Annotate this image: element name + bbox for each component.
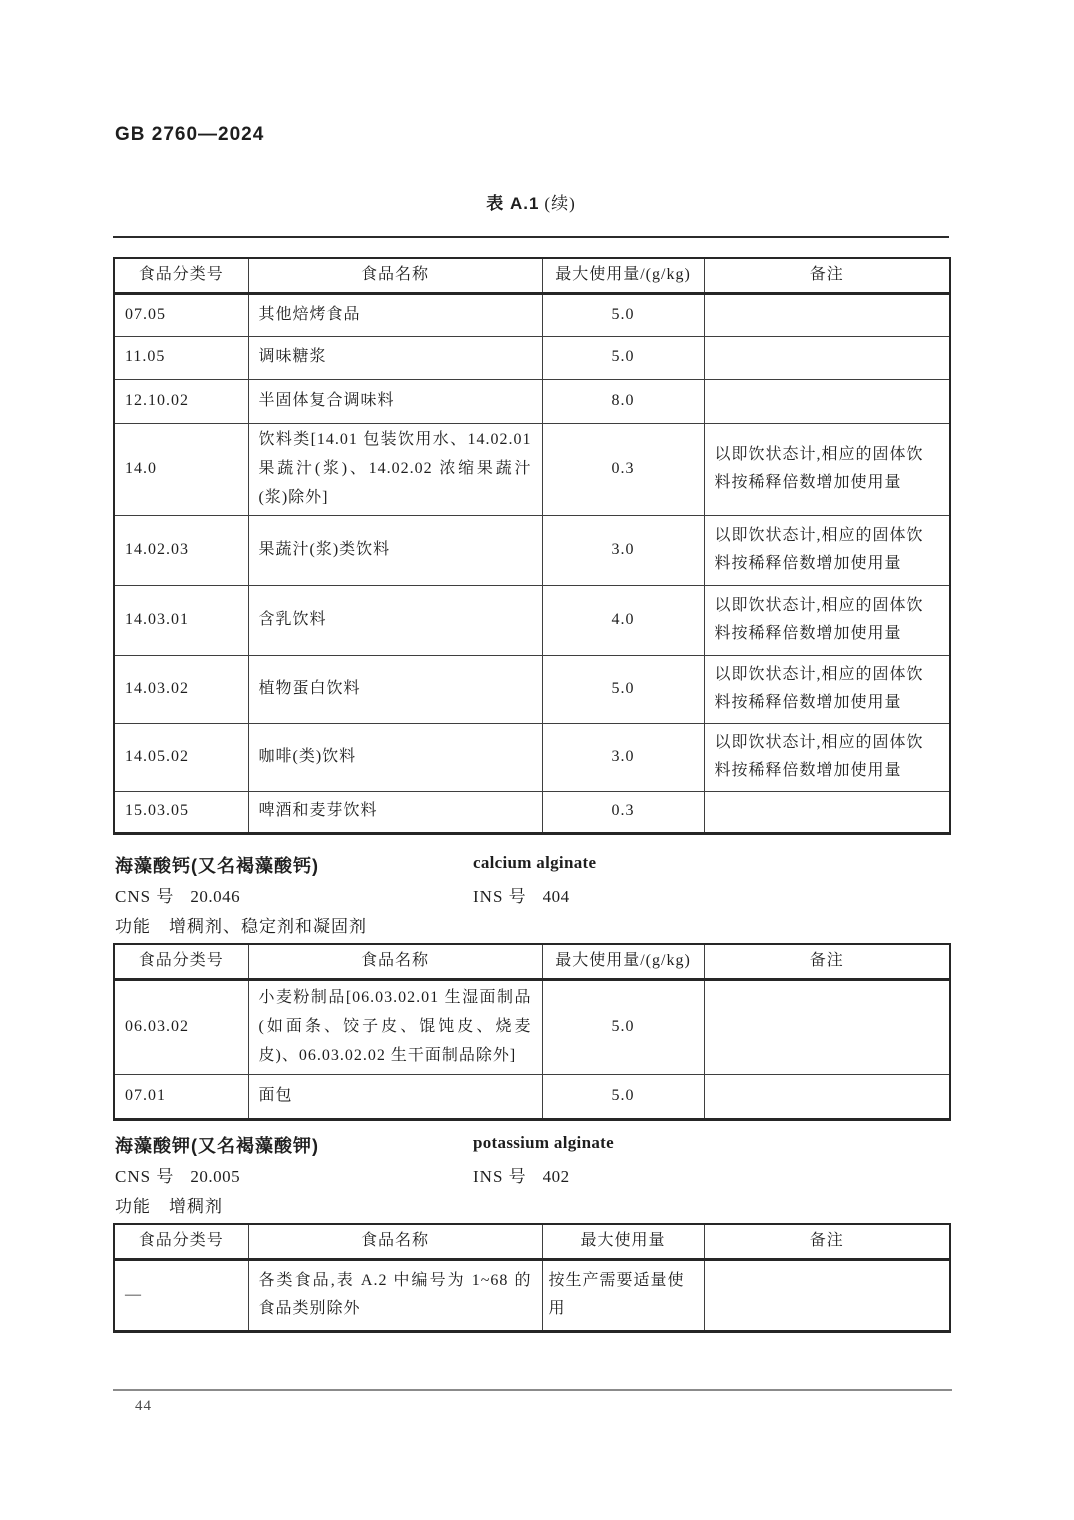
ins-group (473, 882, 570, 907)
cell-note: 以即饮状态计,相应的固体饮料按稀释倍数增加使用量 (704, 723, 950, 791)
cell-food-category: 14.05.02 (114, 723, 248, 791)
cell-food-category: 11.05 (114, 336, 248, 379)
additive-function-line (115, 1192, 951, 1222)
cell-food-category: 12.10.02 (114, 379, 248, 423)
cell-food-name: 啤酒和麦芽饮料 (248, 791, 542, 833)
additive-en-name: calcium alginate (473, 853, 597, 872)
cell-food-category: — (114, 1259, 248, 1331)
function-label: 功能 (115, 917, 151, 936)
additive-name-line (115, 852, 951, 882)
ins-value: 402 (542, 1167, 570, 1186)
header-food-category: 食品分类号 (114, 944, 248, 979)
table-row (114, 1074, 950, 1119)
additive-cn-name: 海藻酸钙(又名褐藻酸钙) (115, 856, 319, 876)
function-value: 增稠剂 (169, 1197, 223, 1216)
table-title-main: 表 A.1 (486, 194, 540, 213)
table-header-row (114, 258, 950, 293)
additive-code-line (115, 1162, 951, 1192)
cell-food-category: 07.01 (114, 1074, 248, 1119)
additive-function-line (115, 912, 951, 942)
table-row (114, 791, 950, 833)
cell-food-name: 各类食品,表 A.2 中编号为 1~68 的食品类别除外 (248, 1259, 542, 1331)
cell-max-usage: 5.0 (542, 979, 704, 1074)
ins-group (473, 1162, 570, 1187)
standard-number: GB 2760—2024 (115, 124, 265, 145)
header-max-usage: 最大使用量 (542, 1224, 704, 1259)
function-label: 功能 (115, 1197, 151, 1216)
additive-section-potassium-alginate (115, 1132, 951, 1222)
cell-note (704, 293, 950, 336)
cell-food-name: 面包 (248, 1074, 542, 1119)
table-header-row (114, 1224, 950, 1259)
table-row (114, 655, 950, 723)
cell-food-category: 07.05 (114, 293, 248, 336)
header-max-usage: 最大使用量/(g/kg) (542, 258, 704, 293)
cell-food-category: 15.03.05 (114, 791, 248, 833)
table-title-suffix: (续) (544, 194, 576, 213)
table-row (114, 423, 950, 515)
cell-note: 以即饮状态计,相应的固体饮料按稀释倍数增加使用量 (704, 423, 950, 515)
cell-food-name: 植物蛋白饮料 (248, 655, 542, 723)
table-a1-continued (113, 257, 951, 835)
title-rule (113, 236, 949, 238)
cell-max-usage: 按生产需要适量使用 (542, 1259, 704, 1331)
additive-name-line (115, 1132, 951, 1162)
table-row (114, 515, 950, 585)
table-row (114, 1259, 950, 1331)
additive-section-calcium-alginate (115, 852, 951, 942)
table-title (113, 189, 949, 214)
cell-note: 以即饮状态计,相应的固体饮料按稀释倍数增加使用量 (704, 585, 950, 655)
cell-max-usage: 8.0 (542, 379, 704, 423)
cns-label: CNS 号 (115, 1167, 175, 1186)
cell-food-name: 果蔬汁(浆)类饮料 (248, 515, 542, 585)
table-header-row (114, 944, 950, 979)
cell-note (704, 1074, 950, 1119)
cell-food-name: 调味糖浆 (248, 336, 542, 379)
ins-label: INS 号 (473, 1167, 527, 1186)
table-row (114, 723, 950, 791)
table-row (114, 293, 950, 336)
table-row (114, 379, 950, 423)
header-max-usage: 最大使用量/(g/kg) (542, 944, 704, 979)
cell-max-usage: 3.0 (542, 515, 704, 585)
header-note: 备注 (704, 258, 950, 293)
header-note: 备注 (704, 944, 950, 979)
header-food-name: 食品名称 (248, 944, 542, 979)
cell-food-name: 小麦粉制品[06.03.02.01 生湿面制品(如面条、饺子皮、馄饨皮、烧麦皮)、06.03.02.02 生干面制品除外] (248, 979, 542, 1074)
footer-rule (113, 1389, 952, 1391)
cell-food-name: 含乳饮料 (248, 585, 542, 655)
cell-max-usage: 0.3 (542, 791, 704, 833)
cell-food-name: 饮料类[14.01 包装饮用水、14.02.01 果蔬汁(浆)、14.02.02 浓缩果蔬汁(浆)除外] (248, 423, 542, 515)
cns-value: 20.046 (190, 887, 241, 906)
cell-max-usage: 4.0 (542, 585, 704, 655)
table-row (114, 336, 950, 379)
cell-max-usage: 5.0 (542, 655, 704, 723)
cell-food-name: 咖啡(类)饮料 (248, 723, 542, 791)
cell-note: 以即饮状态计,相应的固体饮料按稀释倍数增加使用量 (704, 515, 950, 585)
cell-food-category: 14.0 (114, 423, 248, 515)
function-value: 增稠剂、稳定剂和凝固剂 (169, 917, 367, 936)
ins-label: INS 号 (473, 887, 527, 906)
cell-max-usage: 5.0 (542, 293, 704, 336)
header-food-category: 食品分类号 (114, 1224, 248, 1259)
cell-food-category: 14.03.01 (114, 585, 248, 655)
additive-code-line (115, 882, 951, 912)
additive-cn-name: 海藻酸钾(又名褐藻酸钾) (115, 1136, 319, 1156)
cell-note (704, 979, 950, 1074)
cell-max-usage: 5.0 (542, 336, 704, 379)
cell-food-category: 14.02.03 (114, 515, 248, 585)
cell-food-category: 06.03.02 (114, 979, 248, 1074)
cns-label: CNS 号 (115, 887, 175, 906)
table-row (114, 979, 950, 1074)
cell-max-usage: 3.0 (542, 723, 704, 791)
cell-food-name: 其他焙烤食品 (248, 293, 542, 336)
cell-note (704, 336, 950, 379)
cell-note (704, 1259, 950, 1331)
table-calcium-alginate (113, 943, 951, 1121)
table-row (114, 585, 950, 655)
cell-note (704, 791, 950, 833)
header-note: 备注 (704, 1224, 950, 1259)
cell-note (704, 379, 950, 423)
header-food-category: 食品分类号 (114, 258, 248, 293)
additive-en-name: potassium alginate (473, 1133, 614, 1152)
cell-note: 以即饮状态计,相应的固体饮料按稀释倍数增加使用量 (704, 655, 950, 723)
cell-max-usage: 5.0 (542, 1074, 704, 1119)
cell-max-usage: 0.3 (542, 423, 704, 515)
header-food-name: 食品名称 (248, 258, 542, 293)
ins-value: 404 (542, 887, 570, 906)
page-number: 44 (135, 1398, 152, 1414)
table-potassium-alginate (113, 1223, 951, 1333)
cns-value: 20.005 (190, 1167, 241, 1186)
cell-food-name: 半固体复合调味料 (248, 379, 542, 423)
header-food-name: 食品名称 (248, 1224, 542, 1259)
cell-food-category: 14.03.02 (114, 655, 248, 723)
